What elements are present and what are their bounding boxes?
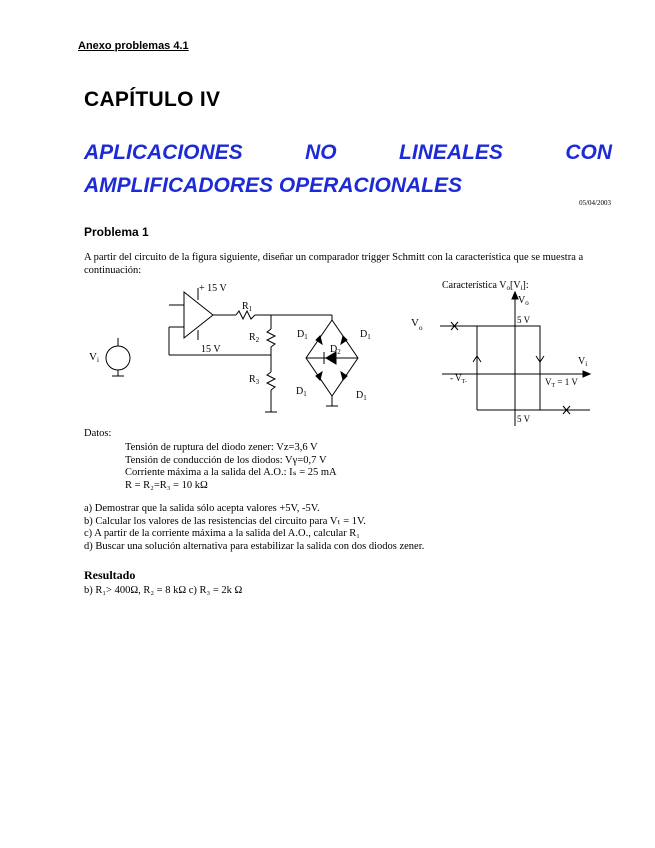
question-item: d) Buscar una solución alternativa para estabilizar la salida con dos diodos zener. (84, 540, 425, 552)
d1-label-tl: $D_1$ (297, 329, 308, 341)
vo-left-label: $V_o$ (411, 317, 423, 332)
datos-list (125, 442, 337, 492)
problem-intro: A partir del circuito de la figura siguiente, diseñar un comparador trigger Schmitt con la característica que se muestra a continuación: (84, 252, 584, 276)
characteristic-title: Característica $V_o[V_i]$: (442, 280, 529, 292)
question-item: b) Calcular los valores de las resistencias del circuito para Vₜ = 1V. (84, 515, 366, 527)
d1-label-bl: $D_1$ (296, 386, 307, 398)
section-title-line1: APLICACIONES NO LINEALES CON (84, 141, 612, 164)
questions-list (84, 503, 424, 553)
vplus-label: + 15 V (199, 283, 227, 294)
vi-source (106, 346, 130, 370)
question-item: a) Demostrar que la salida sólo acepta valores +5V, -5V. (84, 503, 320, 514)
result-heading: Resultado (84, 568, 136, 582)
neg5-label: 5 V (517, 414, 531, 424)
chapter-title: CAPÍTULO IV (84, 88, 221, 111)
datos-item: Corriente máxima a la salida del A.O.: Iₛ = 25 mA (125, 467, 337, 478)
pos5-label: 5 V (517, 315, 531, 325)
r3-label: $R_3$ (249, 374, 260, 386)
vo-axis-label: $V_o$ (518, 295, 529, 307)
section-title-line2: AMPLIFICADORES OPERACIONALES (84, 174, 463, 197)
vi-axis-label: $V_i$ (578, 356, 588, 368)
d1-label-tr: $D_1$ (360, 329, 371, 341)
document-header: Anexo problemas 4.1 (78, 40, 189, 52)
d1-label-br: $D_1$ (356, 390, 367, 402)
circuit-diagram (84, 278, 384, 420)
vt-pos-label: $V_T = 1$ V (545, 377, 578, 389)
r1-label: $R_1$ (242, 301, 253, 313)
datos-item: R = R₂=R₃ = 10 kΩ (125, 479, 208, 491)
question-item: c) A partir de la corriente máxima a la salida del A.O., calcular R₁ (84, 528, 360, 539)
r2-resistor (267, 329, 275, 347)
vi-label: Vi (89, 351, 99, 364)
r3-resistor (267, 372, 275, 390)
datos-item: Tensión de conducción de los diodos: Vγ=0,7 V (125, 454, 327, 466)
datos-item: Tensión de ruptura del diodo zener: Vᴢ=3,6 V (125, 442, 318, 453)
result-values: b) R₁> 400Ω, R₂ = 8 kΩ c) R₃ = 2k Ω (84, 585, 243, 596)
d2-label: $D_2$ (330, 344, 341, 356)
characteristic-chart (405, 278, 610, 428)
r2-label: $R_2$ (249, 332, 260, 344)
vt-neg-label: - $V_{T-}$ (450, 373, 467, 385)
vminus-label: 15 V (201, 344, 221, 355)
date: 05/04/2003 (579, 199, 611, 207)
problem-heading: Problema 1 (84, 225, 149, 239)
datos-label: Datos: (84, 428, 112, 439)
